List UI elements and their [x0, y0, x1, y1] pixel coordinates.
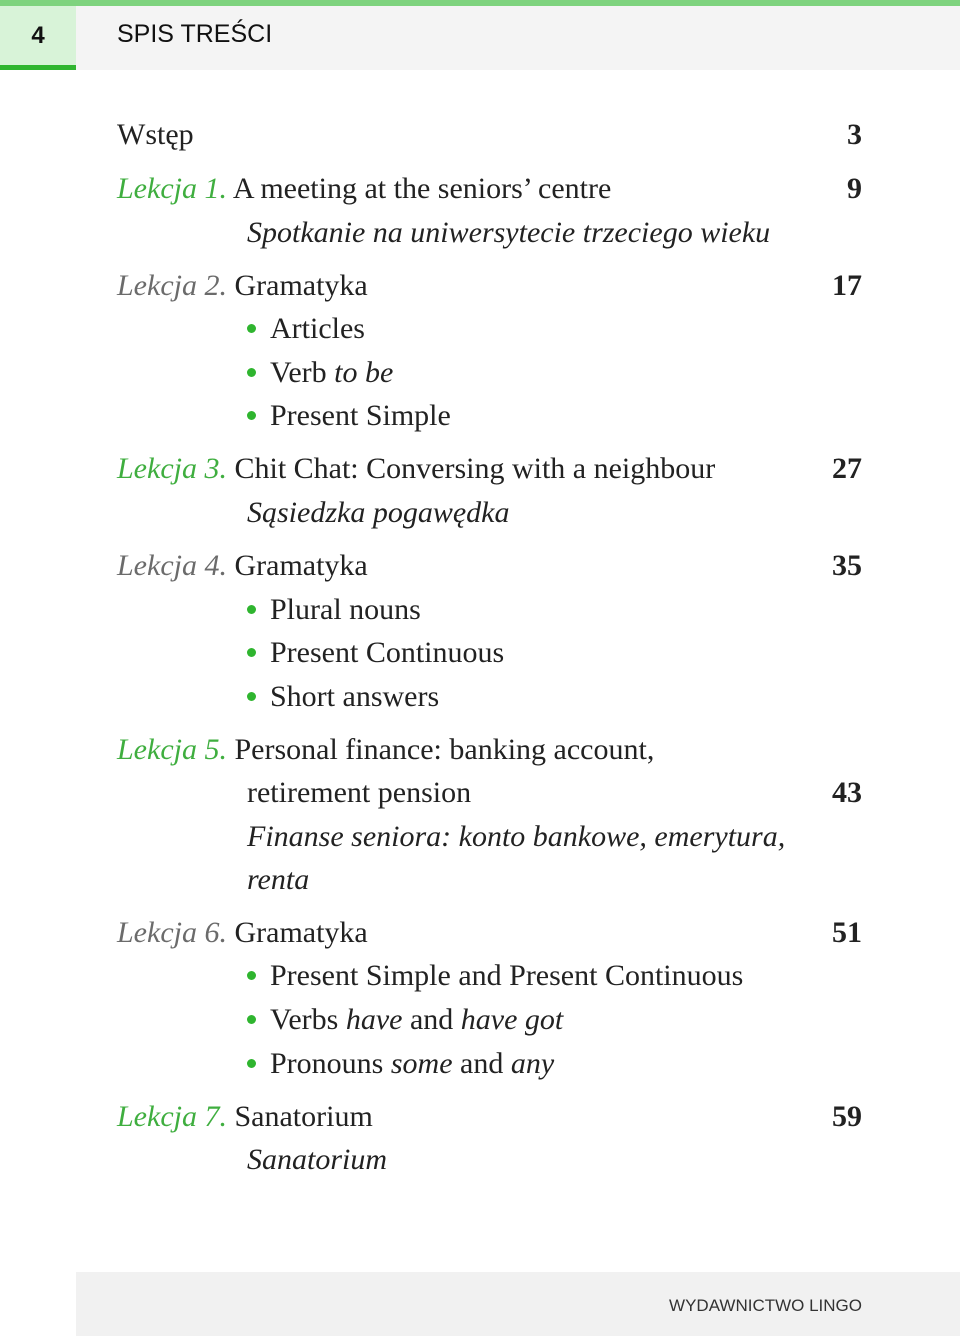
publisher-name: WYDAWNICTWO LINGO	[669, 1296, 862, 1315]
toc-entry-lesson1[interactable]	[117, 171, 611, 207]
lesson-title: Gramatyka	[234, 916, 368, 949]
lesson-label: Lekcja 1.	[117, 172, 227, 205]
toc-entry-lesson2[interactable]	[117, 268, 368, 304]
lesson7-subtitle: Sanatorium	[247, 1143, 388, 1176]
bullet-item: Present Simple	[247, 398, 451, 434]
lesson-title: Gramatyka	[234, 269, 368, 302]
lesson3-page: 27	[832, 452, 862, 485]
toc-intro-page: 3	[847, 118, 862, 151]
bullet-dot-icon	[247, 1015, 256, 1024]
bullet-dot-icon	[247, 605, 256, 614]
lesson-title: Chit Chat: Conversing with a neighbour	[234, 452, 716, 485]
toc-entry-lesson4[interactable]	[117, 548, 368, 584]
lesson7-page: 59	[832, 1100, 862, 1133]
lesson-title: A meeting at the seniors’ centre	[232, 172, 612, 205]
toc-entry-lesson3[interactable]	[117, 451, 715, 487]
toc-entry-lesson6[interactable]	[117, 915, 368, 951]
toc-intro-label: Wstęp	[117, 118, 194, 151]
lesson3-subtitle: Sąsiedzka pogawędka	[247, 496, 510, 529]
lesson5-title-line2: retirement pension	[247, 776, 472, 809]
bullet-item: Verbs have and have got	[247, 1002, 563, 1038]
lesson6-page: 51	[832, 916, 862, 949]
bullet-dot-icon	[247, 692, 256, 701]
page-number: 4	[0, 6, 76, 70]
lesson-label: Lekcja 5.	[117, 733, 227, 766]
lesson-title: Personal finance: banking account,	[234, 733, 655, 766]
toc-entry-intro[interactable]	[117, 117, 194, 153]
lesson1-page: 9	[847, 172, 862, 205]
bullet-item: Articles	[247, 311, 365, 347]
bullet-item: Present Simple and Present Continuous	[247, 958, 743, 994]
lesson4-page: 35	[832, 549, 862, 582]
toc-entry-lesson5[interactable]	[117, 732, 654, 768]
lesson2-page: 17	[832, 269, 862, 302]
lesson-label: Lekcja 2.	[117, 269, 227, 302]
lesson-label: Lekcja 6.	[117, 916, 227, 949]
page-footer	[76, 1272, 960, 1336]
bullet-item: Present Continuous	[247, 635, 504, 671]
lesson-label: Lekcja 3.	[117, 452, 227, 485]
lesson5-page: 43	[832, 776, 862, 809]
lesson5-subtitle-line2: renta	[247, 863, 310, 896]
lesson-label: Lekcja 4.	[117, 549, 227, 582]
section-title: SPIS TREŚCI	[117, 20, 273, 48]
bullet-dot-icon	[247, 411, 256, 420]
bullet-dot-icon	[247, 971, 256, 980]
lesson5-subtitle: Finanse seniora: konto bankowe, emerytura,	[247, 820, 786, 853]
bullet-dot-icon	[247, 1059, 256, 1068]
bullet-item: Verb to be	[247, 355, 393, 391]
bullet-dot-icon	[247, 368, 256, 377]
bullet-dot-icon	[247, 324, 256, 333]
page-header	[0, 0, 960, 70]
bullet-item: Short answers	[247, 679, 439, 715]
lesson-label: Lekcja 7.	[117, 1100, 227, 1133]
bullet-item: Pronouns some and any	[247, 1046, 554, 1082]
lesson1-subtitle: Spotkanie na uniwersytecie trzeciego wieku	[247, 216, 771, 249]
lesson-title: Gramatyka	[234, 549, 368, 582]
toc-entry-lesson7[interactable]	[117, 1099, 373, 1135]
lesson-title: Sanatorium	[234, 1100, 373, 1133]
bullet-item: Plural nouns	[247, 592, 421, 628]
bullet-dot-icon	[247, 648, 256, 657]
